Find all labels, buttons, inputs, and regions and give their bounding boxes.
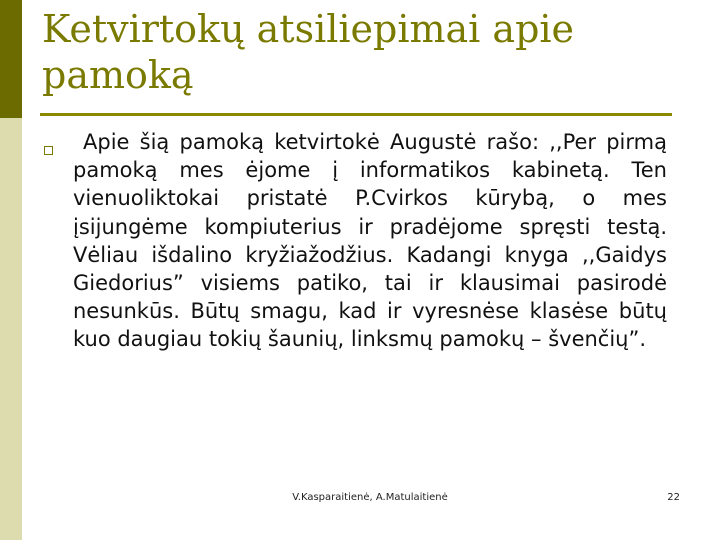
bullet-point xyxy=(44,143,53,159)
slide-title: Ketvirtokų atsiliepimai apie pamoką xyxy=(42,7,575,97)
square-bullet-icon xyxy=(44,146,53,155)
left-accent-bar-top xyxy=(0,0,22,118)
left-accent-bar-bottom xyxy=(0,118,22,540)
title-divider xyxy=(40,113,672,116)
slide-body-text xyxy=(73,128,667,354)
footer-author: V.Kasparaitienė, A.Matulaitienė xyxy=(292,492,448,503)
body-text-content: Apie šią pamoką ketvirtokė Augustė rašo: ,,Per pirmą pamoką mes ėjome į informatikos kabinetą. Ten vienuoliktokai pristatė P.Cvirkos kūrybą, o mes įsijungėme kompiuterius ir pradėjome spręsti testą. Vėliau išdalino kryžiažodžius. Kadangi knyga ,,Gaidys Giedorius” visiems patiko, tai ir klausimai pasirodė nesunkūs. Būtų smagu, kad ir vyresnėse klasėse būtų kuo daugiau tokių šaunių, linksmų pamokų – švenčių”. xyxy=(73,130,667,352)
slide-page-number: 22 xyxy=(667,492,680,503)
